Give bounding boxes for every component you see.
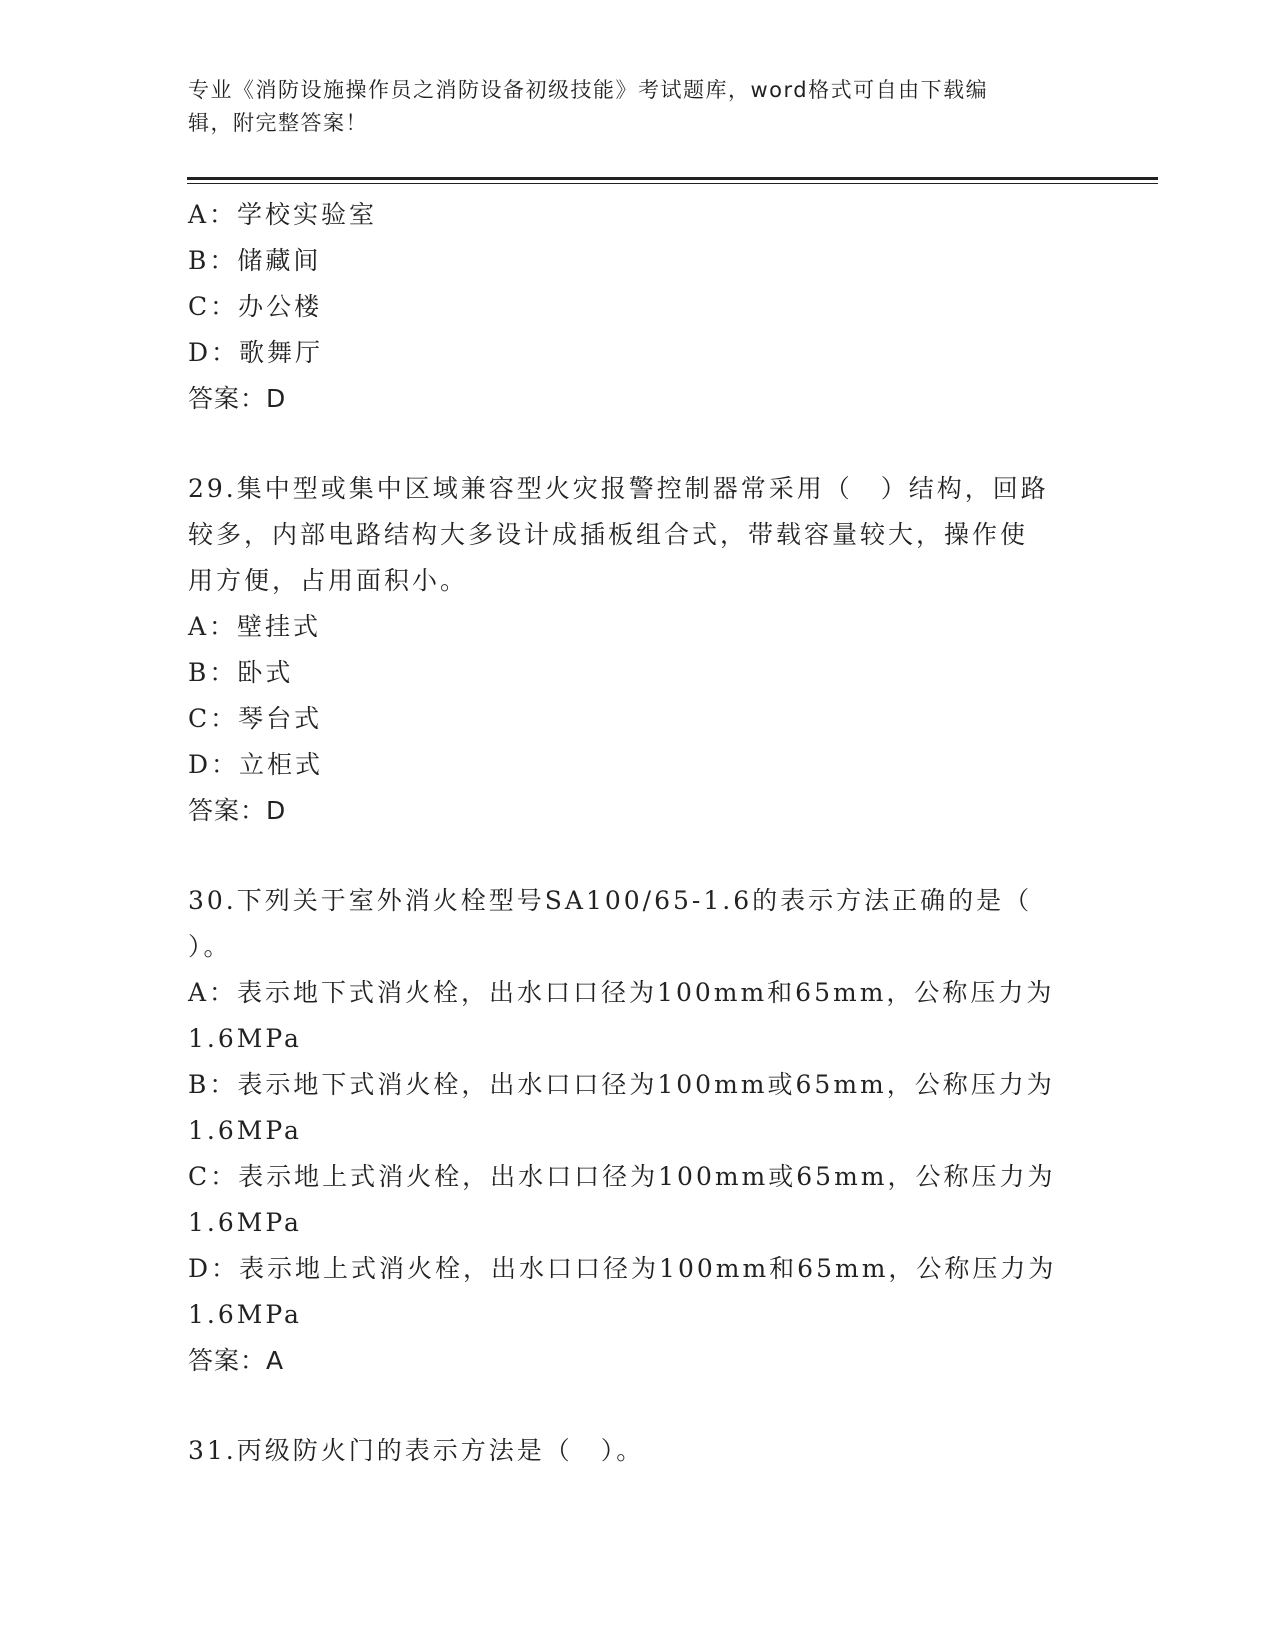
header-note (188, 74, 1078, 140)
spacer (188, 834, 1088, 878)
question-28 (188, 192, 1088, 422)
question-stem-line: 31.丙级防火门的表示方法是（ ）。 (188, 1436, 645, 1465)
option-c-line-1: C：表示地上式消火栓，出水口口径为100mm或65mm，公称压力为 (188, 1162, 1056, 1191)
question-stem-line: 较多，内部电路结构大多设计成插板组合式，带载容量较大，操作使 (188, 520, 1029, 549)
header-note-line-2: 辑，附完整答案！ (188, 111, 368, 135)
spacer (188, 422, 1088, 466)
option-d: D：歌舞厅 (188, 338, 324, 367)
option-a-line-1: A：表示地下式消火栓，出水口口径为100mm和65mm，公称压力为 (188, 978, 1055, 1007)
question-stem-line: 29.集中型或集中区域兼容型火灾报警控制器常采用（ ）结构，回路 (188, 474, 1049, 503)
question-stem-line: 30.下列关于室外消火栓型号SA100/65-1.6的表示方法正确的是（ (188, 886, 1033, 915)
option-a: A：学校实验室 (188, 200, 378, 229)
option-b: B：储藏间 (188, 246, 322, 275)
option-a: A：壁挂式 (188, 612, 322, 641)
header-rule-thick (187, 177, 1158, 180)
answer: 答案：D (188, 796, 287, 825)
header-note-line-1: 专业《消防设施操作员之消防设备初级技能》考试题库，word格式可自由下载编 (188, 78, 989, 102)
question-stem-line: ）。 (188, 932, 232, 961)
option-b: B：卧式 (188, 658, 294, 687)
option-d-line-1: D：表示地上式消火栓，出水口口径为100mm和65mm，公称压力为 (188, 1254, 1057, 1283)
answer: 答案：A (188, 1346, 285, 1375)
question-29 (188, 466, 1088, 834)
option-c: C：琴台式 (188, 704, 323, 733)
option-b-line-2: 1.6MPa (188, 1116, 302, 1145)
spacer (188, 1384, 1088, 1428)
option-b-line-1: B：表示地下式消火栓，出水口口径为100mm或65mm，公称压力为 (188, 1070, 1055, 1099)
option-d-line-2: 1.6MPa (188, 1300, 302, 1329)
question-stem-line: 用方便，占用面积小。 (188, 566, 469, 595)
question-list (188, 192, 1088, 1474)
question-31 (188, 1428, 1088, 1474)
option-d: D：立柜式 (188, 750, 324, 779)
option-c-line-2: 1.6MPa (188, 1208, 302, 1237)
option-c: C：办公楼 (188, 292, 323, 321)
answer: 答案：D (188, 384, 287, 413)
question-30 (188, 878, 1088, 1384)
option-a-line-2: 1.6MPa (188, 1024, 302, 1053)
header-rule-thin (187, 183, 1158, 184)
